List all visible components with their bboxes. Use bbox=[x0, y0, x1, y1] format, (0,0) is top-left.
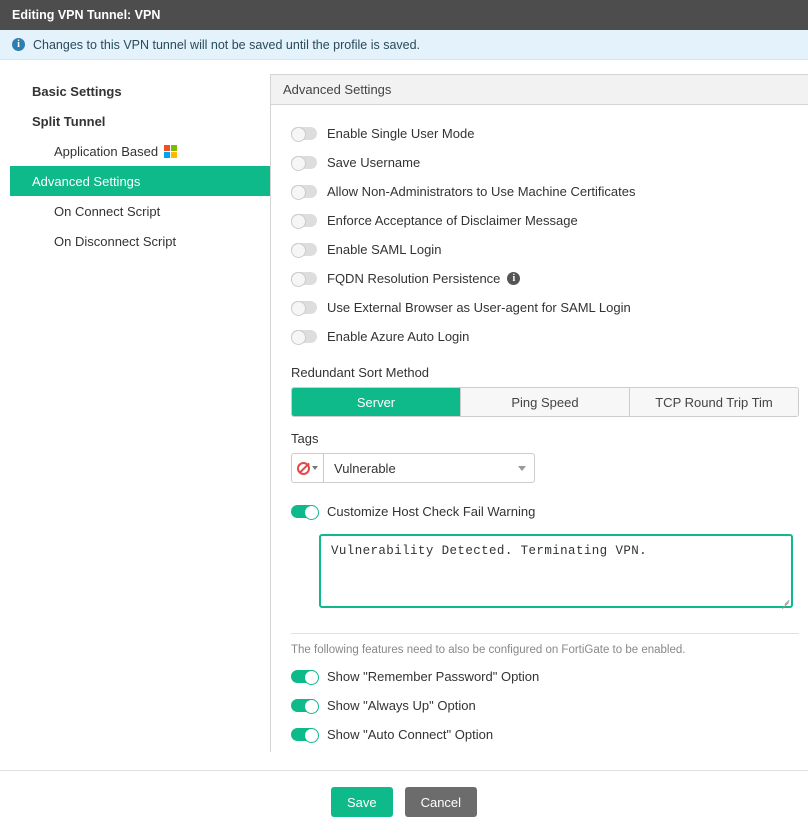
sidebar-item-label: On Connect Script bbox=[54, 203, 161, 219]
sidebar-item-label: Application Based bbox=[54, 143, 159, 159]
toggle-enable-azure-auto-login[interactable] bbox=[291, 330, 317, 343]
toggle-label: Show "Remember Password" Option bbox=[327, 669, 540, 684]
segment-ping-speed[interactable]: Ping Speed bbox=[461, 388, 630, 416]
toggle-show-always-up-option[interactable] bbox=[291, 699, 317, 712]
toggle-enable-saml-login[interactable] bbox=[291, 243, 317, 256]
toggle-label: Allow Non-Administrators to Use Machine Certificates bbox=[327, 184, 636, 199]
setting-row-show-remember-password bbox=[291, 662, 799, 691]
sidebar-item-split-tunnel[interactable] bbox=[10, 106, 270, 136]
toggle-use-external-browser-saml[interactable] bbox=[291, 301, 317, 314]
setting-row-saml-login bbox=[291, 235, 799, 264]
toggle-fqdn-resolution-persistence[interactable] bbox=[291, 272, 317, 285]
settings-sidebar bbox=[10, 74, 270, 256]
setting-row-customize-host-check-warning bbox=[291, 497, 799, 526]
setting-row-machine-certificates bbox=[291, 177, 799, 206]
tags-selected-value: Vulnerable bbox=[334, 460, 396, 476]
host-check-warning-textarea[interactable] bbox=[319, 534, 793, 608]
toggle-enforce-disclaimer-acceptance[interactable] bbox=[291, 214, 317, 227]
toggle-label: Enable Azure Auto Login bbox=[327, 329, 470, 344]
segment-tcp-round-trip-time[interactable]: TCP Round Trip Tim bbox=[630, 388, 798, 416]
toggle-show-auto-connect-option[interactable] bbox=[291, 728, 317, 741]
setting-row-disclaimer-message bbox=[291, 206, 799, 235]
info-icon: i bbox=[12, 38, 25, 51]
section-divider bbox=[291, 633, 799, 634]
toggle-label: Use External Browser as User-agent for SAML Login bbox=[327, 300, 631, 315]
toggle-save-username[interactable] bbox=[291, 156, 317, 169]
chevron-down-icon bbox=[518, 466, 526, 471]
sidebar-item-advanced-settings[interactable] bbox=[10, 166, 270, 196]
editor-body bbox=[0, 60, 808, 752]
fortigate-footnote: The following features need to also be configured on FortiGate to be enabled. bbox=[291, 644, 686, 656]
info-banner bbox=[0, 30, 808, 60]
setting-row-azure-auto-login bbox=[291, 322, 799, 351]
redundant-sort-method-group bbox=[291, 387, 799, 417]
banner-message: Changes to this VPN tunnel will not be saved until the profile is saved. bbox=[33, 37, 421, 52]
host-check-warning-wrapper bbox=[319, 526, 793, 611]
toggle-allow-non-administrators-machine-certificates[interactable] bbox=[291, 185, 317, 198]
tags-row bbox=[291, 453, 799, 483]
dialog-footer bbox=[0, 771, 808, 833]
toggle-label: Show "Auto Connect" Option bbox=[327, 727, 494, 742]
toggle-label: Enable SAML Login bbox=[327, 242, 442, 257]
segment-server[interactable]: Server bbox=[292, 388, 461, 416]
sidebar-item-basic-settings[interactable] bbox=[10, 76, 270, 106]
toggle-label: FQDN Resolution Persistence bbox=[327, 271, 501, 286]
microsoft-logo-icon bbox=[164, 145, 177, 158]
setting-row-fqdn-resolution-persistence bbox=[291, 264, 799, 293]
toggle-customize-host-check-fail-warning[interactable] bbox=[291, 505, 317, 518]
window-title: Editing VPN Tunnel: VPN bbox=[12, 8, 161, 22]
setting-row-single-user-mode bbox=[291, 119, 799, 148]
info-icon[interactable]: i bbox=[507, 272, 520, 285]
sidebar-item-label: Basic Settings bbox=[32, 83, 122, 99]
advanced-settings-panel bbox=[270, 74, 808, 752]
toggle-label: Enforce Acceptance of Disclaimer Message bbox=[327, 213, 578, 228]
sidebar-item-label: On Disconnect Script bbox=[54, 233, 177, 249]
sidebar-item-on-disconnect-script[interactable] bbox=[10, 226, 270, 256]
tags-select[interactable] bbox=[323, 453, 535, 483]
panel-header bbox=[271, 75, 808, 105]
window-titlebar bbox=[0, 0, 808, 30]
toggle-label: Enable Single User Mode bbox=[327, 126, 475, 141]
sidebar-item-application-based[interactable] bbox=[10, 136, 270, 166]
panel-title: Advanced Settings bbox=[283, 82, 392, 97]
toggle-label: Customize Host Check Fail Warning bbox=[327, 504, 536, 519]
redundant-sort-method-label: Redundant Sort Method bbox=[291, 365, 430, 380]
sidebar-item-label: Advanced Settings bbox=[32, 173, 141, 189]
sidebar-item-on-connect-script[interactable] bbox=[10, 196, 270, 226]
tag-condition-dropdown[interactable] bbox=[291, 453, 323, 483]
setting-row-external-browser-saml bbox=[291, 293, 799, 322]
panel-body bbox=[271, 105, 808, 752]
setting-row-show-always-up bbox=[291, 691, 799, 720]
toggle-enable-single-user-mode[interactable] bbox=[291, 127, 317, 140]
setting-row-show-auto-connect bbox=[291, 720, 799, 749]
no-entry-icon bbox=[297, 462, 310, 475]
tags-label: Tags bbox=[291, 431, 319, 446]
save-button[interactable]: Save bbox=[331, 787, 393, 817]
toggle-label: Show "Always Up" Option bbox=[327, 698, 476, 713]
toggle-show-remember-password-option[interactable] bbox=[291, 670, 317, 683]
setting-row-save-username bbox=[291, 148, 799, 177]
cancel-button[interactable]: Cancel bbox=[405, 787, 477, 817]
toggle-label: Save Username bbox=[327, 155, 421, 170]
sidebar-item-label: Split Tunnel bbox=[32, 113, 106, 129]
chevron-down-icon bbox=[312, 466, 318, 470]
